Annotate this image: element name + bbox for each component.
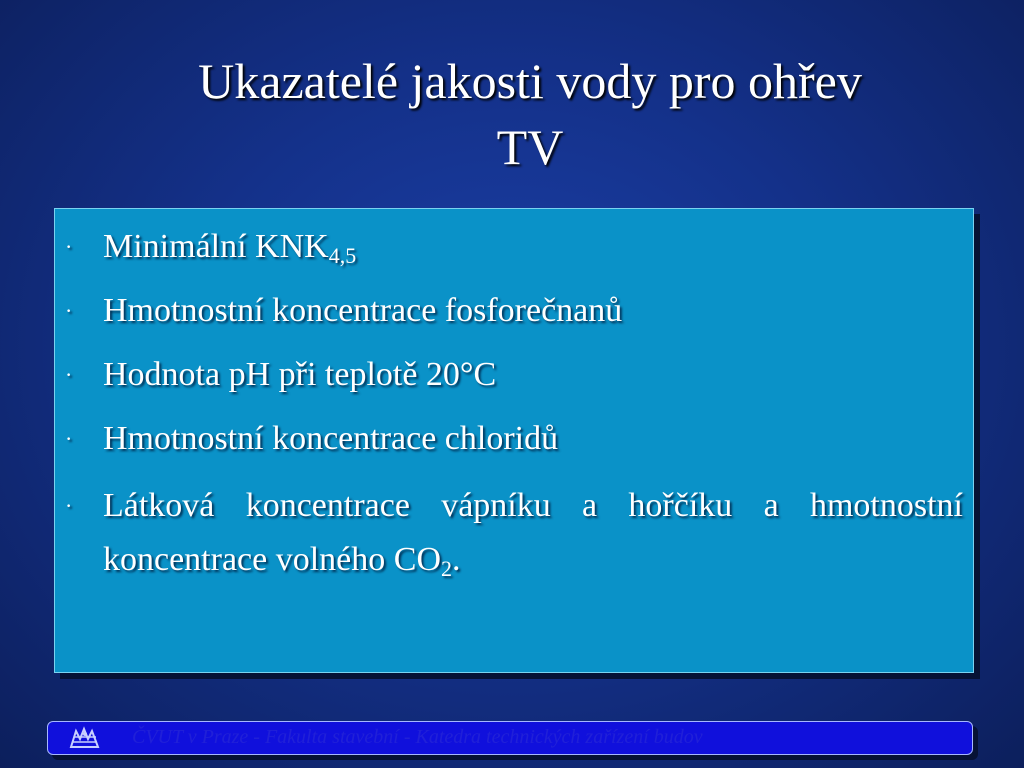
bullet-subscript: 4,5	[328, 243, 357, 268]
bullet-text: Minimální KNK	[103, 228, 329, 265]
footer-text: ČVUT v Praze - Fakulta stavební - Katedra technických zařízení budov	[132, 726, 703, 748]
bullet-dot-icon: ·	[65, 362, 73, 387]
bullet-item	[55, 479, 963, 587]
slide-title-line1: Ukazatelé jakosti vody pro ohřev	[198, 53, 862, 109]
slide-title-line2: TV	[496, 119, 564, 175]
bullet-dot-icon: ·	[65, 493, 73, 518]
cvut-logo-icon	[68, 725, 102, 751]
bullet-item	[55, 415, 963, 463]
bullet-dot-icon: ·	[65, 426, 73, 451]
bullet-subscript: 2	[441, 556, 452, 581]
bullet-text: Hmotnostní koncentrace fosforečnanů	[103, 292, 623, 329]
bullet-dot-icon: ·	[65, 234, 73, 259]
bullet-suffix: .	[452, 541, 461, 578]
bullet-list	[55, 209, 973, 587]
bullet-item	[55, 287, 963, 335]
slide-title	[90, 48, 970, 180]
bullet-text: Hodnota pH při teplotě 20°C	[103, 356, 497, 393]
bullet-item	[55, 223, 963, 271]
bullet-dot-icon: ·	[65, 298, 73, 323]
bullet-text: Látková koncentrace vápníku a hořčíku a hmotnostní koncentrace volného CO	[103, 487, 963, 578]
footer-bar	[47, 721, 973, 755]
bullet-text: Hmotnostní koncentrace chloridů	[103, 420, 559, 457]
bullet-item	[55, 351, 963, 399]
content-box	[54, 208, 974, 673]
